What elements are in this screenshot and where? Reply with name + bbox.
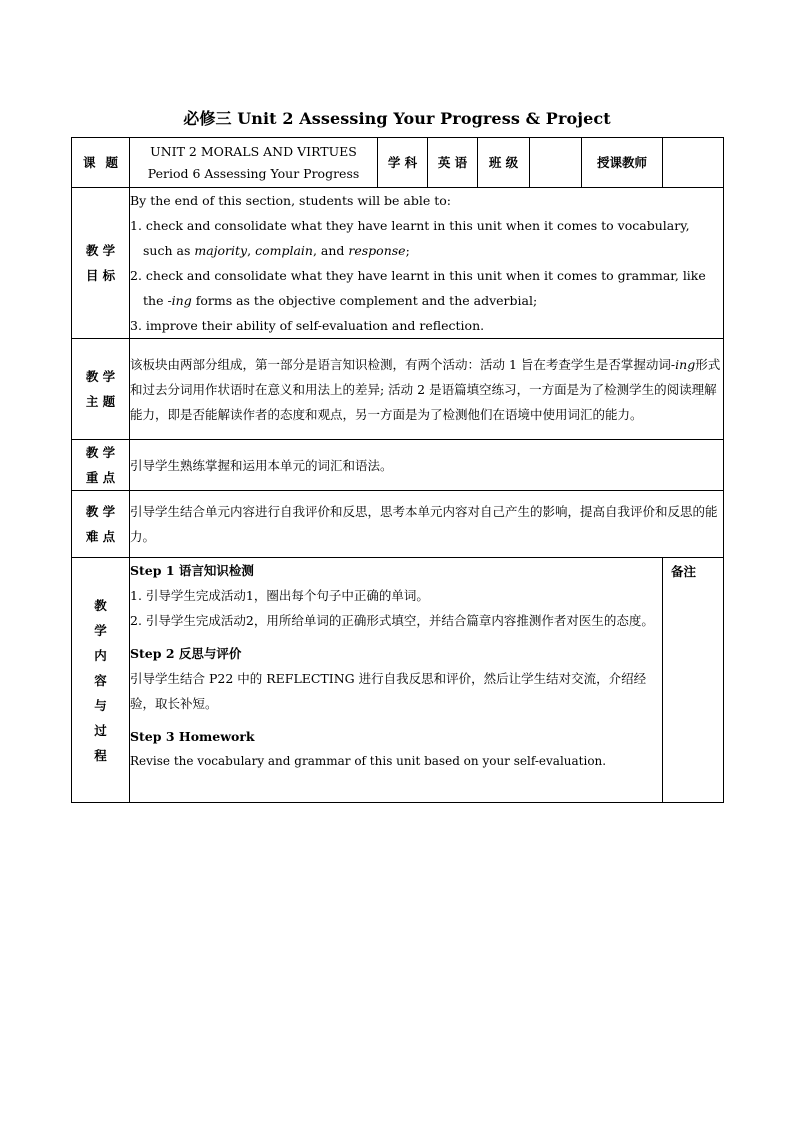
objectives-label: 教 学 目 标 bbox=[72, 188, 130, 339]
topic-label: 课 题 bbox=[72, 138, 130, 188]
objective-item-3: 3. improve their ability of self-evaluation and reflection. bbox=[130, 318, 485, 333]
class-label: 班 级 bbox=[478, 138, 530, 188]
page-title: 必修三 Unit 2 Assessing Your Progress & Project bbox=[183, 109, 611, 128]
difficulties-label: 教 学 难 点 bbox=[72, 491, 130, 558]
step2-text: 引导学生结合 P22 中的 REFLECTING 进行自我反思和评价，然后让学生结对交流，介绍经验，取长补短。 bbox=[130, 671, 647, 711]
step2-title: Step 2 反思与评价 bbox=[130, 646, 242, 661]
objectives-intro: By the end of this section, students will be able to: bbox=[130, 193, 452, 208]
subject-value: 英 语 bbox=[428, 138, 478, 188]
objectives-row bbox=[72, 188, 724, 339]
process-label: 教 学 内 容 与 过 程 bbox=[72, 558, 130, 803]
unit-cell bbox=[130, 138, 378, 188]
theme-row bbox=[72, 339, 724, 440]
theme-label: 教 学 主 题 bbox=[72, 339, 130, 440]
theme-content: 该板块由两部分组成，第一部分是语言知识检测，有两个活动：活动 1 旨在考查学生是否掌握动词-ing形式和过去分词用作状语时在意义和用法上的差异; 活动 2 是语篇填空练习，一方面是为了检测学生的阅读理解能力，即是否能解读作者的态度和观点，另一方面是为了检测他们在语境中使用词汇的能力。 bbox=[130, 339, 724, 440]
step3-title: Step 3 Homework bbox=[130, 729, 255, 744]
teacher-label: 授课教师 bbox=[582, 138, 663, 188]
step1-item-2: 2. 引导学生完成活动2，用所给单词的正确形式填空，并结合篇章内容推测作者对医生的态度。 bbox=[130, 613, 654, 628]
objectives-content bbox=[130, 188, 724, 339]
step1-item-1: 1. 引导学生完成活动1，圈出每个句子中正确的单词。 bbox=[130, 588, 429, 603]
step3-text: Revise the vocabulary and grammar of this unit based on your self-evaluation. bbox=[130, 754, 607, 768]
process-content bbox=[130, 558, 663, 803]
difficulties-content: 引导学生结合单元内容进行自我评价和反思，思考本单元内容对自己产生的影响，提高自我评价和反思的能力。 bbox=[130, 491, 724, 558]
subject-label: 学 科 bbox=[378, 138, 428, 188]
note-cell: 备注 bbox=[663, 558, 724, 803]
step1-title: Step 1 语言知识检测 bbox=[130, 563, 254, 578]
process-row bbox=[72, 558, 724, 803]
key-points-row bbox=[72, 440, 724, 491]
key-points-label: 教 学 重 点 bbox=[72, 440, 130, 491]
teacher-value bbox=[663, 138, 724, 188]
class-value bbox=[530, 138, 582, 188]
key-points-content: 引导学生熟练掌握和运用本单元的词汇和语法。 bbox=[130, 440, 724, 491]
objective-item-2: 2. check and consolidate what they have learnt in this unit when it comes to grammar, like the -ing forms as the objective complement and the adverbial; bbox=[130, 268, 706, 308]
objective-item-1: 1. check and consolidate what they have learnt in this unit when it comes to vocabulary, such as majority, complain, and response; bbox=[130, 218, 690, 258]
unit-line-2: Period 6 Assessing Your Progress bbox=[147, 165, 360, 181]
lesson-plan-table bbox=[71, 137, 724, 803]
header-row bbox=[72, 138, 724, 188]
unit-line-1: UNIT 2 MORALS AND VIRTUES bbox=[150, 143, 357, 159]
difficulties-row bbox=[72, 491, 724, 558]
